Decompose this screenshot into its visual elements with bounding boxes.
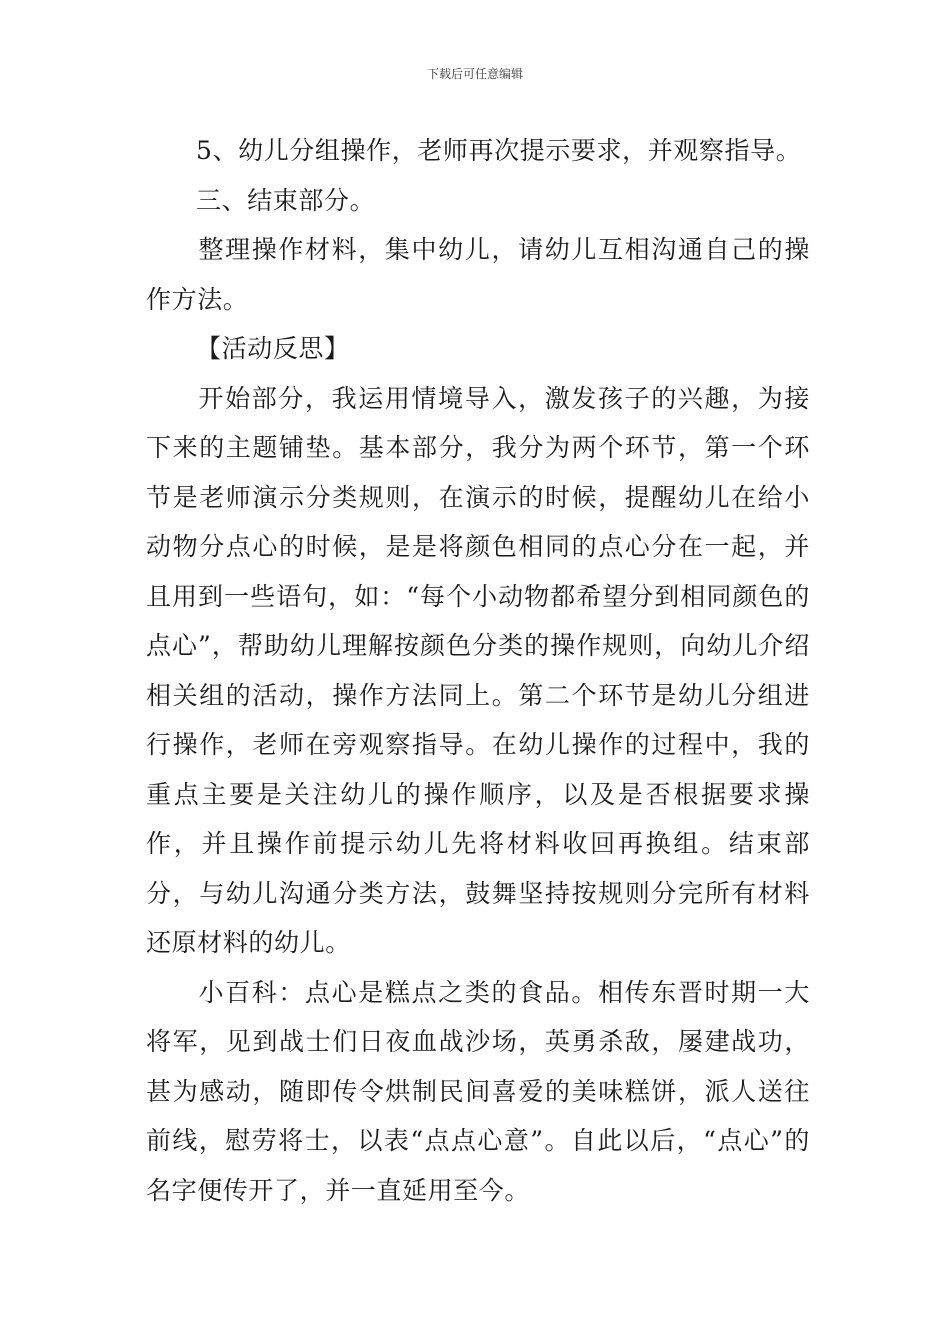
page-header: 下载后可任意编辑: [426, 67, 523, 81]
section-heading-reflection: 【活动反思】: [196, 334, 350, 363]
paragraph-encyclopedia: 小百科：点心是糕点之类的食品。相传东晋时期一大将军，见到战士们日夜血战沙场，英勇杀敌，屡建战功，甚为感动，随即传令烘制民间喜爱的美味糕饼，派人送往前线，慰劳将士，以表“点点心意”。自此以后，“点心”的名字便传开了，并一直延用至今。: [146, 977, 810, 1205]
paragraph-reflection-body: 开始部分，我运用情境导入，激发孩子的兴趣，为接下来的主题铺垫。基本部分，我分为两个环节，第一个环节是老师演示分类规则，在演示的时候，提醒幼儿在给小动物分点心的时候，是是将颜色相同的点心分在一起，并且用到一些语句，如：“每个小动物都希望分到相同颜色的点心”，帮助幼儿理解按颜色分类的操作规则，向幼儿介绍相关组的活动，操作方法同上。第二个环节是幼儿分组进行操作，老师在旁观察指导。在幼儿操作的过程中，我的重点主要是关注幼儿的操作顺序，以及是否根据要求操作，并且操作前提示幼儿先将材料收回再换组。结束部分，与幼儿沟通分类方法，鼓舞坚持按规则分完所有材料还原材料的幼儿。: [146, 383, 810, 957]
paragraph-organize-materials: 整理操作材料，集中幼儿，请幼儿互相沟通自己的操作方法。: [146, 235, 810, 314]
paragraph-step-5: 5、幼儿分组操作，老师再次提示要求，并观察指导。: [196, 136, 802, 165]
section-heading-closing: 三、结束部分。: [196, 185, 376, 215]
document-body: [146, 126, 810, 1215]
